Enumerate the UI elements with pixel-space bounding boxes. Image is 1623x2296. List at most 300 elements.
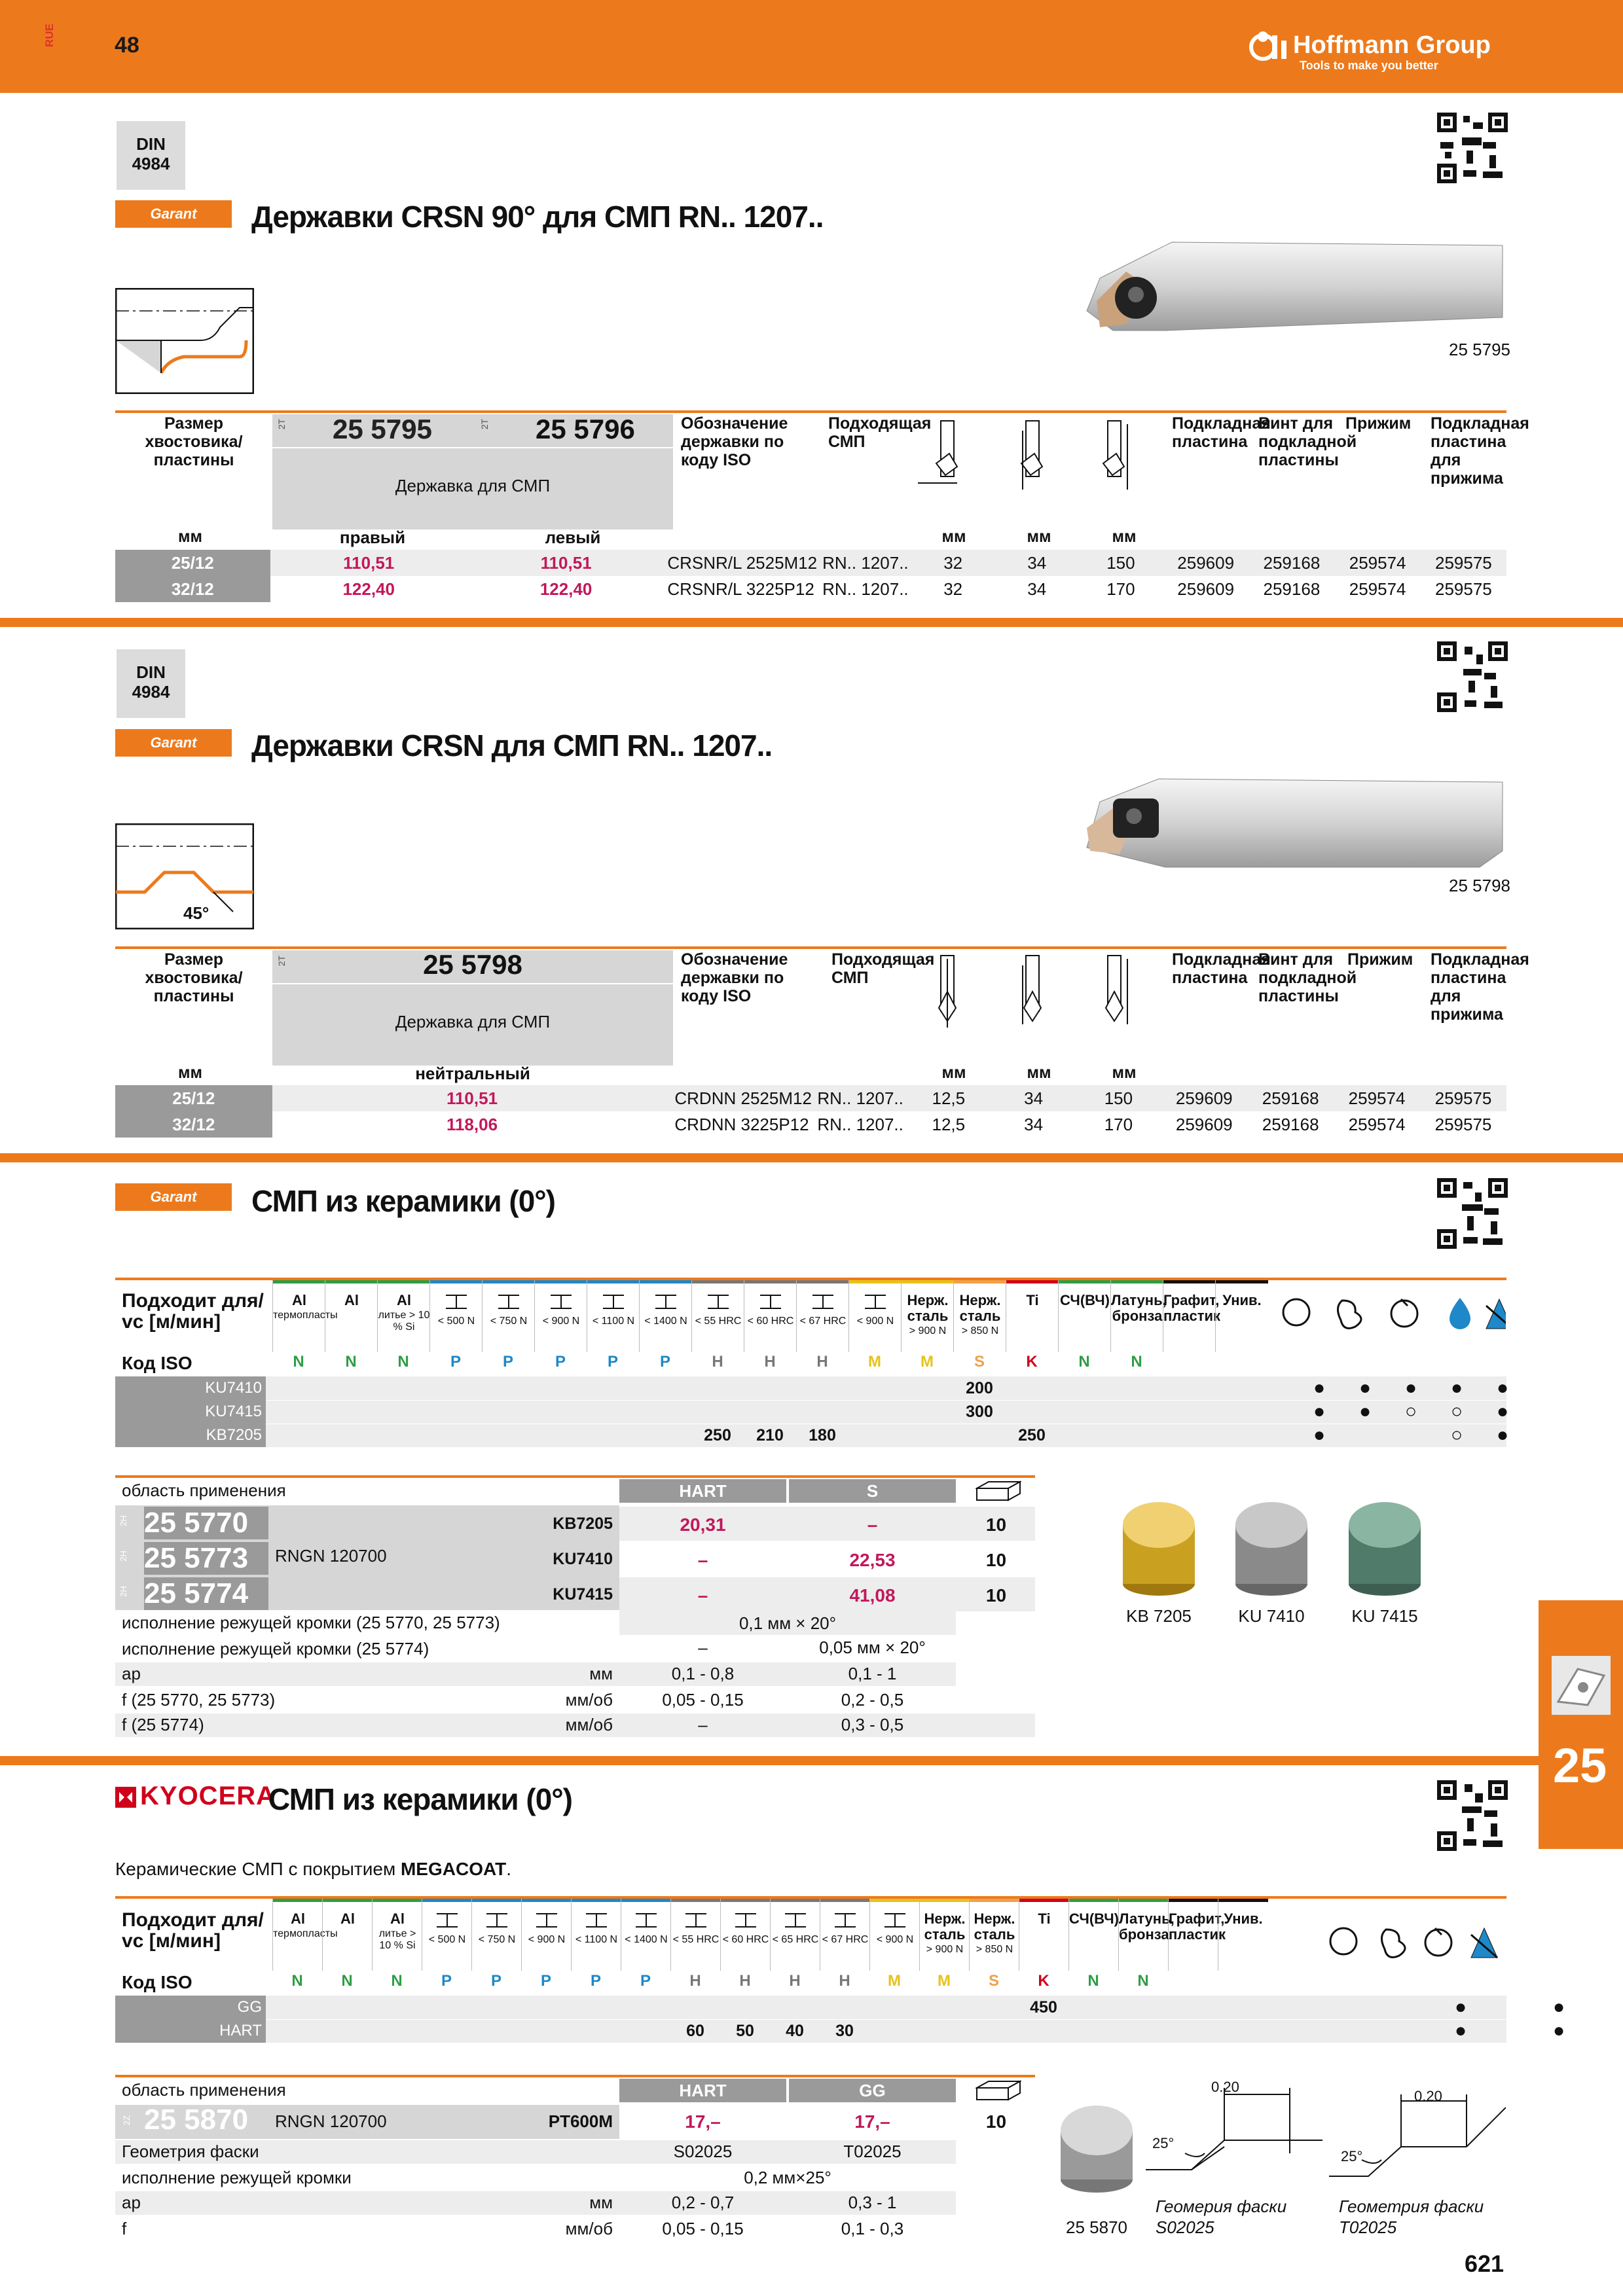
f1-s: 0,2 - 0,5 — [841, 1690, 904, 1710]
material-color-bar — [1218, 1899, 1268, 1902]
dim-a: 12,5 — [906, 1085, 991, 1111]
fit-cell: RN.. 1207.. — [820, 550, 911, 576]
price-hart[interactable]: 17,– — [685, 2111, 721, 2132]
size-cell: 25/12 — [115, 550, 270, 576]
chapter-number: 25 — [1553, 1738, 1607, 1793]
angle-label: 45° — [183, 903, 210, 923]
material-sub-label: литье > 10 % Si — [378, 1310, 430, 1333]
material-column — [1215, 1280, 1268, 1352]
page-number: 621 — [1465, 2250, 1504, 2277]
material-sub-label: < 750 N — [478, 1934, 516, 1945]
material-label — [671, 1911, 721, 1933]
cutting-speed: 300 — [966, 1403, 993, 1421]
suitability-dot: ● — [1404, 1377, 1417, 1399]
part-screw: 259168 — [1249, 550, 1334, 576]
material-color-bar — [902, 1280, 954, 1283]
material-sub-label: < 67 HRC — [799, 1316, 847, 1327]
page-number-top: 48 — [115, 33, 139, 58]
price-cell[interactable]: 122,40 — [539, 579, 593, 599]
steel-beam-icon — [757, 1293, 784, 1311]
article-255870[interactable]: 25 5870 — [144, 2104, 249, 2136]
grade-row — [115, 1400, 1509, 1424]
edge-value: 0,2 мм×25° — [744, 2168, 831, 2187]
material-sub-label: > 850 N — [976, 1944, 1013, 1955]
suitability-dot: ● — [1313, 1424, 1326, 1446]
language-code: RUE — [43, 24, 56, 47]
chamfer-hart: S02025 — [673, 2142, 733, 2161]
material-column — [325, 1280, 378, 1352]
dim-a: 32 — [943, 579, 963, 599]
art-tag: 2H — [118, 1515, 128, 1526]
art-tag: 2Z — [122, 2115, 132, 2126]
price-cell[interactable]: 122,40 — [342, 579, 395, 599]
price-s[interactable]: – — [867, 1515, 878, 1535]
material-color-bar — [1019, 1899, 1069, 1902]
col-hart: HART — [619, 2079, 786, 2102]
suitability-dot: ● — [1450, 1377, 1463, 1399]
article-255798[interactable]: 25 5798 — [423, 949, 522, 980]
material-label — [621, 1911, 671, 1933]
f-hart: 0,05 - 0,15 — [662, 2219, 744, 2238]
material-color-bar — [378, 1280, 430, 1283]
material-label — [535, 1293, 587, 1314]
material-column — [1068, 1899, 1119, 1971]
article-255795[interactable]: 25 5795 — [333, 414, 432, 444]
angle-label: 25° — [1341, 2148, 1363, 2164]
iso-letter: N — [1137, 1972, 1149, 1990]
material-header — [272, 1280, 1267, 1352]
holder-table-2 — [115, 1085, 1506, 1138]
material-column — [869, 1899, 920, 1971]
steel-beam-icon — [484, 1911, 510, 1929]
art-tag: 2T — [479, 418, 490, 430]
suits-label: Подходит для/ vc [м/мин] — [122, 1290, 264, 1333]
material-color-bar — [430, 1280, 483, 1283]
grade-name: KB7205 — [115, 1424, 266, 1447]
material-column — [1006, 1280, 1059, 1352]
grade-rows — [115, 1996, 1565, 2043]
grade-code: PT600M — [548, 2111, 613, 2131]
grade-row — [115, 1996, 1565, 2020]
qr-code-icon[interactable] — [1437, 1780, 1508, 1851]
steel-beam-icon — [633, 1911, 659, 1929]
material-column — [621, 1899, 671, 1971]
material-sub-label: < 65 HRC — [772, 1934, 819, 1945]
suitability-dot: ● — [1313, 1401, 1326, 1422]
material-label: Al — [390, 1910, 405, 1927]
cutting-speed: 50 — [736, 2022, 754, 2040]
material-sub-label: < 67 HRC — [822, 1934, 869, 1945]
iso-letter-row — [272, 1353, 1267, 1376]
material-column — [1110, 1280, 1167, 1352]
f1-hart: 0,05 - 0,15 — [662, 1690, 744, 1710]
material-label — [870, 1911, 920, 1933]
steel-beam-icon — [496, 1293, 522, 1311]
material-color-bar — [970, 1899, 1019, 1902]
material-column — [848, 1280, 902, 1352]
image-caption: 25 5795 — [1449, 340, 1510, 359]
material-color-bar — [422, 1899, 472, 1902]
material-label — [744, 1293, 797, 1314]
table-top-rule — [115, 2075, 1035, 2077]
section-separator — [0, 618, 1623, 627]
label-left: левый — [545, 528, 601, 547]
col-iso: Обозначение державки по коду ISO — [681, 414, 788, 469]
part-shim: 259609 — [1163, 550, 1249, 576]
material-label: Нерж. сталь — [907, 1292, 949, 1324]
price-hart[interactable]: 20,31 — [680, 1515, 726, 1535]
material-label: Унив. — [1222, 1292, 1262, 1308]
ap-hart: 0,2 - 0,7 — [671, 2193, 735, 2212]
dim-a: 12,5 — [932, 1114, 966, 1134]
col-fit: Подходящая СМП — [831, 950, 935, 987]
price-cell[interactable]: 110,51 — [467, 550, 665, 576]
part-shimclamp: 259575 — [1420, 1085, 1506, 1111]
part-shimclamp: 259575 — [1421, 550, 1506, 576]
material-sub-label: < 750 N — [490, 1316, 528, 1327]
col-s: S — [789, 1479, 956, 1503]
price-hart[interactable]: – — [697, 1585, 708, 1605]
pack-qty: 10 — [985, 1585, 1007, 1605]
art-tag: 2H — [118, 1551, 128, 1562]
part-shimclamp: 259575 — [1434, 1114, 1492, 1134]
material-label: Латунь, бронза — [1111, 1292, 1167, 1324]
material-sub-label: < 1100 N — [575, 1934, 618, 1945]
material-label: Нерж. сталь — [959, 1292, 1001, 1324]
steel-beam-icon — [434, 1911, 460, 1929]
insert-kb7205-image — [1113, 1499, 1205, 1607]
art-tag: 2T — [276, 955, 287, 967]
edge2-hart: – — [698, 1638, 708, 1657]
suitability-dot: ● — [1552, 2020, 1565, 2041]
material-column — [639, 1280, 692, 1352]
dim-b: 34 — [1027, 579, 1047, 599]
grade-row — [115, 1376, 1509, 1401]
dim-b: 34 — [995, 550, 1079, 576]
material-color-bar — [920, 1899, 970, 1902]
article-number[interactable]: 25 5770 — [144, 1507, 268, 1539]
f-unit: мм/об — [565, 2219, 613, 2238]
garant-logo: Garant — [115, 200, 232, 228]
material-sub-label: < 900 N — [856, 1316, 894, 1327]
holder-image — [1074, 776, 1506, 874]
iso-letter: P — [441, 1972, 452, 1990]
part-shimclamp: 259575 — [1434, 579, 1492, 599]
grade-code: KU7415 — [553, 1585, 613, 1604]
material-color-bar — [771, 1899, 820, 1902]
table-row — [115, 1085, 1506, 1111]
col-shimclamp: Подкладная пластина для прижима — [1431, 950, 1529, 1024]
qr-code-icon[interactable] — [1437, 1178, 1508, 1249]
divider — [272, 447, 673, 448]
insert-caption: KU 7410 — [1238, 1606, 1305, 1626]
material-column — [587, 1280, 640, 1352]
price-cell[interactable]: 110,51 — [270, 550, 467, 576]
material-column — [744, 1280, 797, 1352]
material-label — [572, 1911, 621, 1933]
iso-letter: H — [712, 1353, 723, 1371]
pack-qty: 10 — [985, 1515, 1007, 1535]
price-cell[interactable]: 110,51 — [272, 1085, 672, 1111]
material-color-bar — [535, 1280, 587, 1283]
material-label — [849, 1293, 902, 1314]
qr-code-icon[interactable] — [1437, 641, 1508, 712]
unit-mm: мм — [941, 528, 966, 546]
price-cell[interactable]: 118,06 — [446, 1114, 498, 1134]
iso-letter: N — [1131, 1353, 1142, 1371]
material-sub-label: < 1400 N — [625, 1934, 668, 1945]
col-size: Размер хвостовика/ пластины — [145, 950, 243, 1005]
material-sub-label: < 900 N — [542, 1316, 580, 1327]
suitability-dot: ● — [1313, 1377, 1326, 1399]
steel-beam-icon — [705, 1293, 731, 1311]
material-color-bar — [1163, 1280, 1216, 1283]
ap-hart: 0,1 - 0,8 — [671, 1664, 735, 1683]
f2-s: 0,3 - 0,5 — [841, 1715, 904, 1734]
material-sub-label: < 60 HRC — [747, 1316, 794, 1327]
material-color-bar — [744, 1280, 797, 1283]
iso-letter: K — [1038, 1972, 1049, 1990]
iso-cell: CRSNR/L 3225P12 — [667, 579, 814, 599]
holder-image — [1074, 239, 1506, 337]
item-row — [115, 1577, 1035, 1611]
material-column — [820, 1899, 870, 1971]
iso-letter: P — [502, 1353, 513, 1371]
material-label — [422, 1911, 472, 1933]
steel-beam-icon — [862, 1293, 888, 1311]
iso-letter: P — [450, 1353, 461, 1371]
material-color-bar — [870, 1899, 920, 1902]
material-label — [721, 1911, 771, 1933]
cutting-speed: 60 — [686, 2022, 704, 2040]
f-label: f — [122, 2219, 127, 2238]
steel-beam-icon — [534, 1911, 560, 1929]
material-color-bar — [640, 1280, 692, 1283]
iso-letter: P — [555, 1353, 566, 1371]
size-cell: 32/12 — [115, 1111, 272, 1138]
material-column — [720, 1899, 771, 1971]
steel-beam-icon — [653, 1293, 679, 1311]
iso-letter: N — [1087, 1972, 1099, 1990]
edge2-s: 0,05 мм × 20° — [819, 1638, 926, 1657]
material-column — [691, 1280, 744, 1352]
iso-letter: M — [938, 1972, 951, 1990]
material-column — [1019, 1899, 1069, 1971]
material-label: Al — [291, 1910, 305, 1927]
garant-logo: Garant — [115, 1183, 232, 1211]
table-top-rule — [115, 410, 1506, 413]
steel-beam-icon — [782, 1911, 809, 1929]
material-header — [272, 1899, 1267, 1971]
table-row — [115, 1111, 1506, 1138]
material-sub-label: < 900 N — [876, 1934, 914, 1945]
material-column — [670, 1899, 721, 1971]
grade-name: HART — [115, 2019, 266, 2043]
ap-label: ap — [122, 1664, 141, 1683]
material-color-bar — [1119, 1899, 1169, 1902]
material-column — [919, 1899, 970, 1971]
iso-letter: N — [291, 1972, 303, 1990]
article-number[interactable]: 25 5774 — [144, 1577, 268, 1610]
col-gg: GG — [789, 2079, 956, 2102]
unit-mm: мм — [178, 528, 202, 546]
price-hart[interactable]: – — [697, 1550, 708, 1570]
brand-name: Hoffmann Group — [1293, 31, 1491, 59]
material-sub-label: < 500 N — [437, 1316, 475, 1327]
brand-logo — [1247, 29, 1293, 65]
section-title: СМП из керамики (0°) — [251, 1184, 555, 1218]
suitability-dot: ● — [1359, 1401, 1372, 1422]
dim-label: 0.20 — [1211, 2079, 1239, 2095]
geo2-caption: Геометрия фаски T02025 — [1339, 2197, 1484, 2237]
ap-s: 0,1 - 1 — [848, 1664, 897, 1683]
material-label: Нерж. сталь — [974, 1910, 1015, 1943]
item-row — [115, 1542, 1035, 1576]
suitability-dot: ● — [1454, 1996, 1467, 2018]
art-tag: 2T — [276, 418, 287, 430]
dimension-icons — [911, 952, 1167, 1031]
label-neutral: нейтральный — [415, 1064, 530, 1083]
iso-letter: H — [816, 1353, 828, 1371]
grade-name: KU7410 — [115, 1376, 266, 1400]
material-column — [901, 1280, 954, 1352]
iso-code-label: Код ISO — [122, 1972, 192, 1992]
material-sub-label: < 55 HRC — [672, 1934, 720, 1945]
article-number[interactable]: 25 5773 — [144, 1542, 268, 1575]
cutting-speed: 250 — [704, 1426, 731, 1444]
label-right: правый — [339, 528, 406, 547]
suitability-dot: ● — [1552, 1996, 1565, 2018]
material-sub-label: термопласты — [273, 1928, 338, 1939]
kyocera-brand: KYOCERA — [140, 1782, 276, 1810]
iso-letter: H — [789, 1972, 801, 1990]
app-area-label: область применения — [122, 2080, 286, 2100]
iso-letter: P — [540, 1972, 551, 1990]
iso-cell: CRSNR/L 2525M12 — [665, 550, 820, 576]
suits-label: Подходит для/ vc [м/мин] — [122, 1909, 264, 1952]
material-label — [430, 1293, 483, 1314]
col-fit: Подходящая СМП — [828, 414, 932, 451]
material-color-bar — [1059, 1280, 1111, 1283]
material-sub-label: < 55 HRC — [695, 1316, 742, 1327]
material-label — [797, 1293, 849, 1314]
dim-a: 32 — [911, 550, 995, 576]
material-sub-label: < 900 N — [528, 1934, 566, 1945]
art-tag: 2H — [118, 1586, 128, 1597]
grade-code: KU7410 — [553, 1550, 613, 1568]
col-screw: Винт для подкладной пластины — [1258, 414, 1357, 469]
price-gg[interactable]: 17,– — [854, 2111, 890, 2132]
material-sub-label: < 1400 N — [644, 1316, 687, 1327]
hoffmann-logo-icon — [1247, 29, 1293, 62]
edge-label: исполнение режущей кромки — [122, 2168, 352, 2187]
material-column — [953, 1280, 1006, 1352]
material-label: СЧ(ВЧ) — [1060, 1292, 1110, 1308]
material-color-bar — [472, 1899, 522, 1902]
table-row — [115, 550, 1506, 576]
material-sub-label: > 900 N — [909, 1325, 947, 1336]
iso-letter: N — [397, 1353, 409, 1371]
holder-diagram — [115, 288, 254, 394]
col-clamp: Прижим — [1345, 414, 1412, 433]
material-label: Унив. — [1224, 1910, 1263, 1927]
qr-code-icon[interactable] — [1437, 113, 1508, 183]
iso-cell: CRDNN 3225P12 — [674, 1114, 809, 1134]
material-column — [969, 1899, 1019, 1971]
material-column — [322, 1899, 373, 1971]
price-s[interactable]: 41,08 — [849, 1585, 896, 1605]
article-255796[interactable]: 25 5796 — [536, 414, 635, 444]
material-column — [1058, 1280, 1111, 1352]
price-s[interactable]: 22,53 — [849, 1550, 896, 1570]
cutting-speed: 180 — [809, 1426, 836, 1444]
part-clamp: 259574 — [1348, 1114, 1406, 1134]
holder-table-1 — [115, 550, 1506, 602]
material-sub-label: > 900 N — [926, 1944, 964, 1955]
steel-beam-icon — [600, 1293, 627, 1311]
f-unit: мм/об — [565, 1715, 613, 1734]
material-label — [483, 1293, 535, 1314]
holder-label: Державка для СМП — [395, 1012, 551, 1031]
material-label — [472, 1911, 522, 1933]
suitability-dot: ● — [1496, 1424, 1509, 1446]
material-color-bar — [522, 1899, 572, 1902]
part-clamp: 259574 — [1335, 550, 1421, 576]
section-separator — [0, 1756, 1539, 1765]
material-color-bar — [373, 1899, 422, 1902]
part-shim: 259609 — [1175, 1114, 1233, 1134]
insert-ku7410-image — [1226, 1499, 1317, 1607]
material-column — [770, 1899, 820, 1971]
material-column — [372, 1899, 422, 1971]
material-column — [521, 1899, 572, 1971]
cutting-speed: 210 — [756, 1426, 784, 1444]
material-column — [272, 1899, 338, 1971]
section-title: Державки CRSN для СМП RN.. 1207.. — [251, 728, 773, 762]
cutting-speed: 200 — [966, 1379, 993, 1397]
material-color-bar — [671, 1899, 721, 1902]
material-label: Нерж. сталь — [924, 1910, 966, 1943]
dim-c: 170 — [1104, 1114, 1133, 1134]
material-label: Al — [292, 1292, 306, 1308]
chapter-tab[interactable] — [1539, 1600, 1623, 1849]
material-sub-label: литье > 10 % Si — [378, 1928, 416, 1951]
suitability-dot: ● — [1454, 2020, 1467, 2041]
steel-beam-icon — [548, 1293, 574, 1311]
suitability-dot: ○ — [1450, 1401, 1463, 1422]
garant-logo: Garant — [115, 729, 232, 757]
material-color-bar — [572, 1899, 621, 1902]
cutting-speed: 250 — [1018, 1426, 1046, 1444]
din-badge: DIN 4984 — [117, 121, 185, 190]
material-color-bar — [273, 1280, 325, 1283]
brand-tagline: Tools to make you better — [1300, 59, 1438, 72]
suitability-dot: ○ — [1450, 1424, 1463, 1446]
edge1-value: 0,1 мм × 20° — [619, 1611, 956, 1635]
package-icon — [976, 2080, 1021, 2104]
material-sub-label: > 850 N — [961, 1325, 999, 1336]
iso-letter: M — [868, 1353, 881, 1371]
insert-code: RNGN 120700 — [275, 1546, 387, 1566]
iso-letter: P — [590, 1972, 601, 1990]
material-color-bar — [587, 1280, 640, 1283]
pack-qty: 10 — [985, 1550, 1007, 1570]
material-sub-label: < 60 HRC — [722, 1934, 769, 1945]
steel-beam-icon — [583, 1911, 610, 1929]
operation-icons — [1324, 1923, 1507, 1962]
subtitle: Керамические СМП с покрытием MEGACOAT. — [115, 1859, 512, 1879]
material-column — [422, 1899, 472, 1971]
